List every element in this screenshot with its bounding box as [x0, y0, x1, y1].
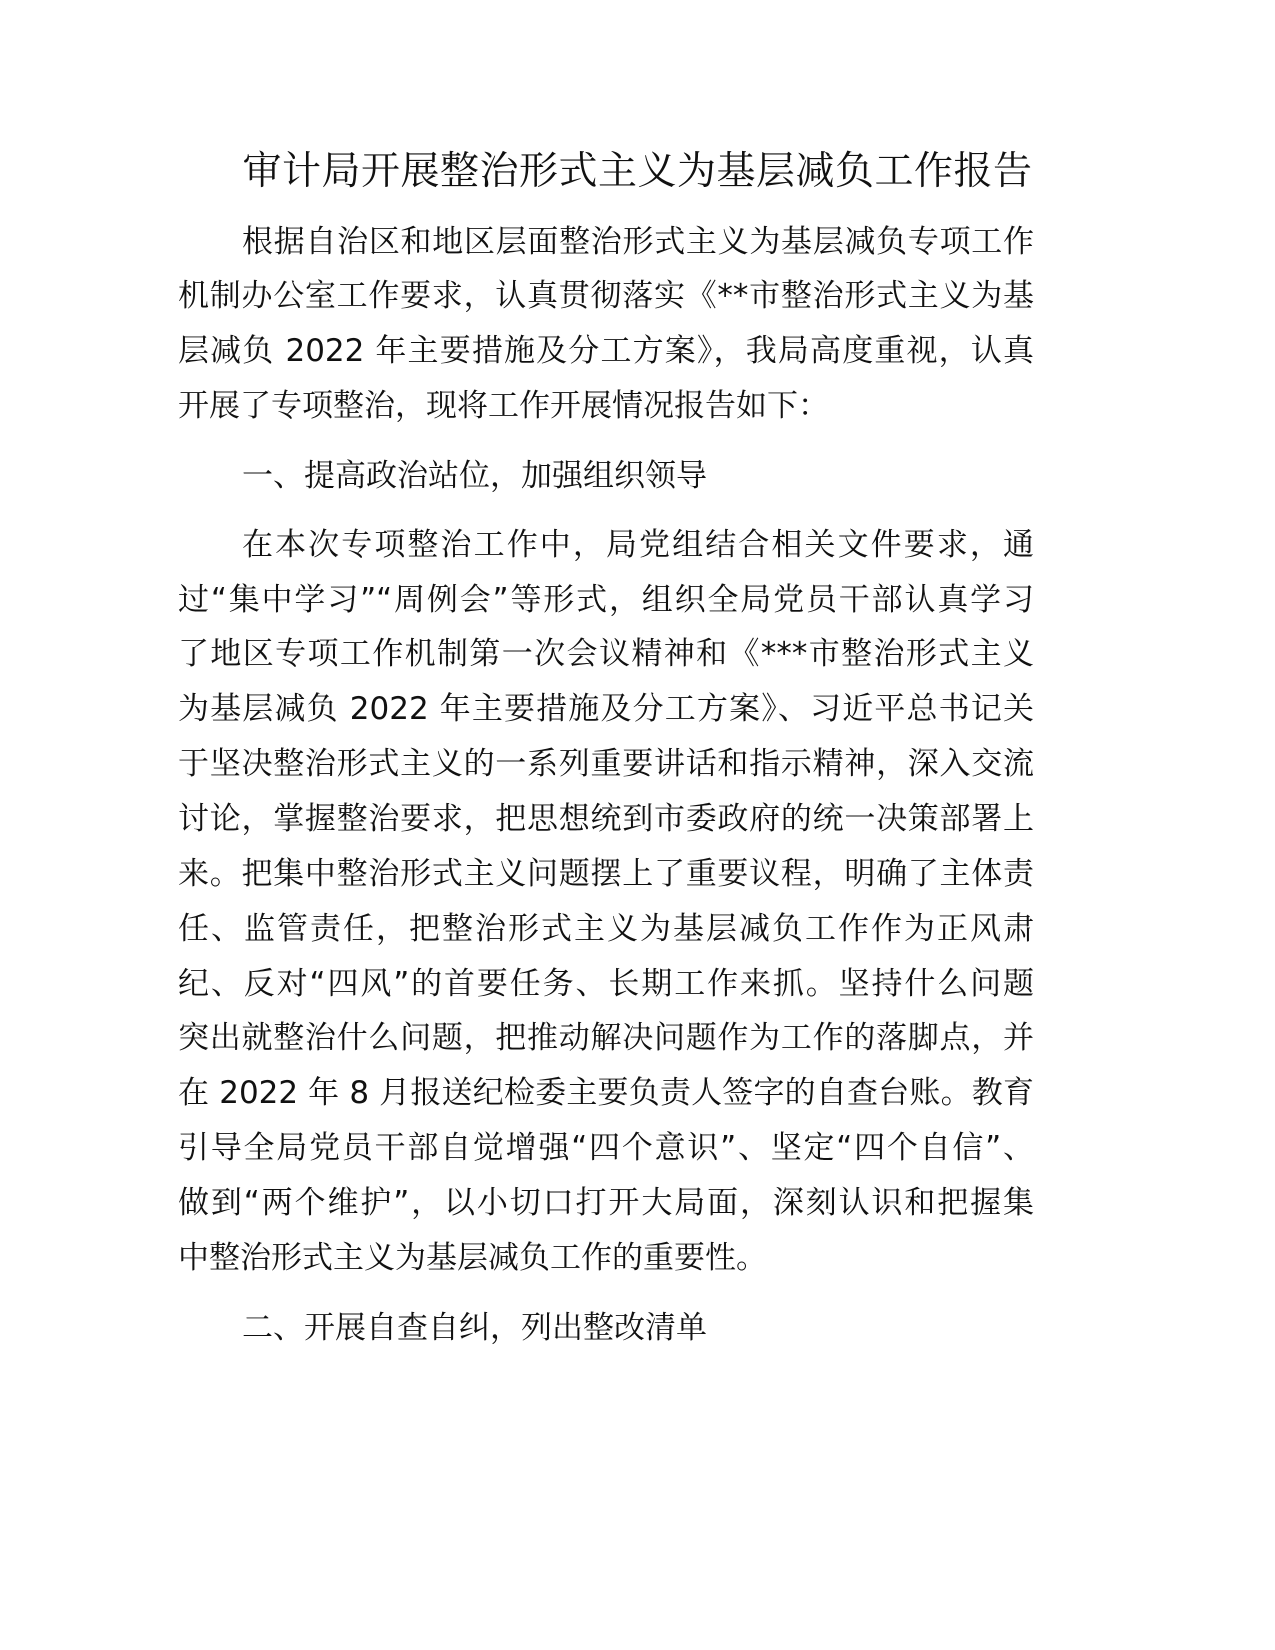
section-1-line-11: 在 2022 年 8 月报送纪检委主要负责人签字的自查台账。教育: [178, 1075, 1034, 1111]
section-1-line-7: 来。把集中整治形式主义问题摆上了重要议程，明确了主体责: [178, 856, 1034, 892]
section-2-heading: 二、开展自查自纠，列出整改清单: [242, 1310, 707, 1346]
section-1-line-9: 纪、反对“四风”的首要任务、长期工作来抓。坚持什么问题: [178, 966, 1034, 1002]
section-1-line-6: 讨论，掌握整治要求，把思想统到市委政府的统一决策部署上: [178, 801, 1034, 837]
section-1-line-14: 中整治形式主义为基层减负工作的重要性。: [178, 1240, 767, 1276]
intro-line-2: 机制办公室工作要求，认真贯彻落实《**市整治形式主义为基: [178, 278, 1034, 314]
section-1-line-3: 了地区专项工作机制第一次会议精神和《***市整治形式主义: [178, 636, 1034, 672]
section-1-line-13: 做到“两个维护”，以小切口打开大局面，深刻认识和把握集: [178, 1185, 1034, 1221]
section-1-line-8: 任、监管责任，把整治形式主义为基层减负工作作为正风肃: [178, 911, 1034, 947]
intro-line-3: 层减负 2022 年主要措施及分工方案》，我局高度重视，认真: [178, 333, 1034, 369]
section-1-heading: 一、提高政治站位，加强组织领导: [242, 458, 707, 494]
section-1-line-2: 过“集中学习”“周例会”等形式，组织全局党员干部认真学习: [178, 582, 1034, 618]
section-1-line-4: 为基层减负 2022 年主要措施及分工方案》、习近平总书记关: [178, 691, 1034, 727]
document-title: 审计局开展整治形式主义为基层减负工作报告: [242, 149, 1033, 194]
section-1-line-5: 于坚决整治形式主义的一系列重要讲话和指示精神，深入交流: [178, 746, 1034, 782]
section-1-line-12: 引导全局党员干部自觉增强“四个意识”、坚定“四个自信”、: [178, 1130, 1034, 1166]
intro-line-4: 开展了专项整治，现将工作开展情况报告如下：: [178, 388, 829, 424]
intro-line-1: 根据自治区和地区层面整治形式主义为基层减负专项工作: [242, 224, 1034, 260]
section-1-line-1: 在本次专项整治工作中，局党组结合相关文件要求，通: [242, 527, 1034, 563]
section-1-line-10: 突出就整治什么问题，把推动解决问题作为工作的落脚点，并: [178, 1020, 1034, 1056]
